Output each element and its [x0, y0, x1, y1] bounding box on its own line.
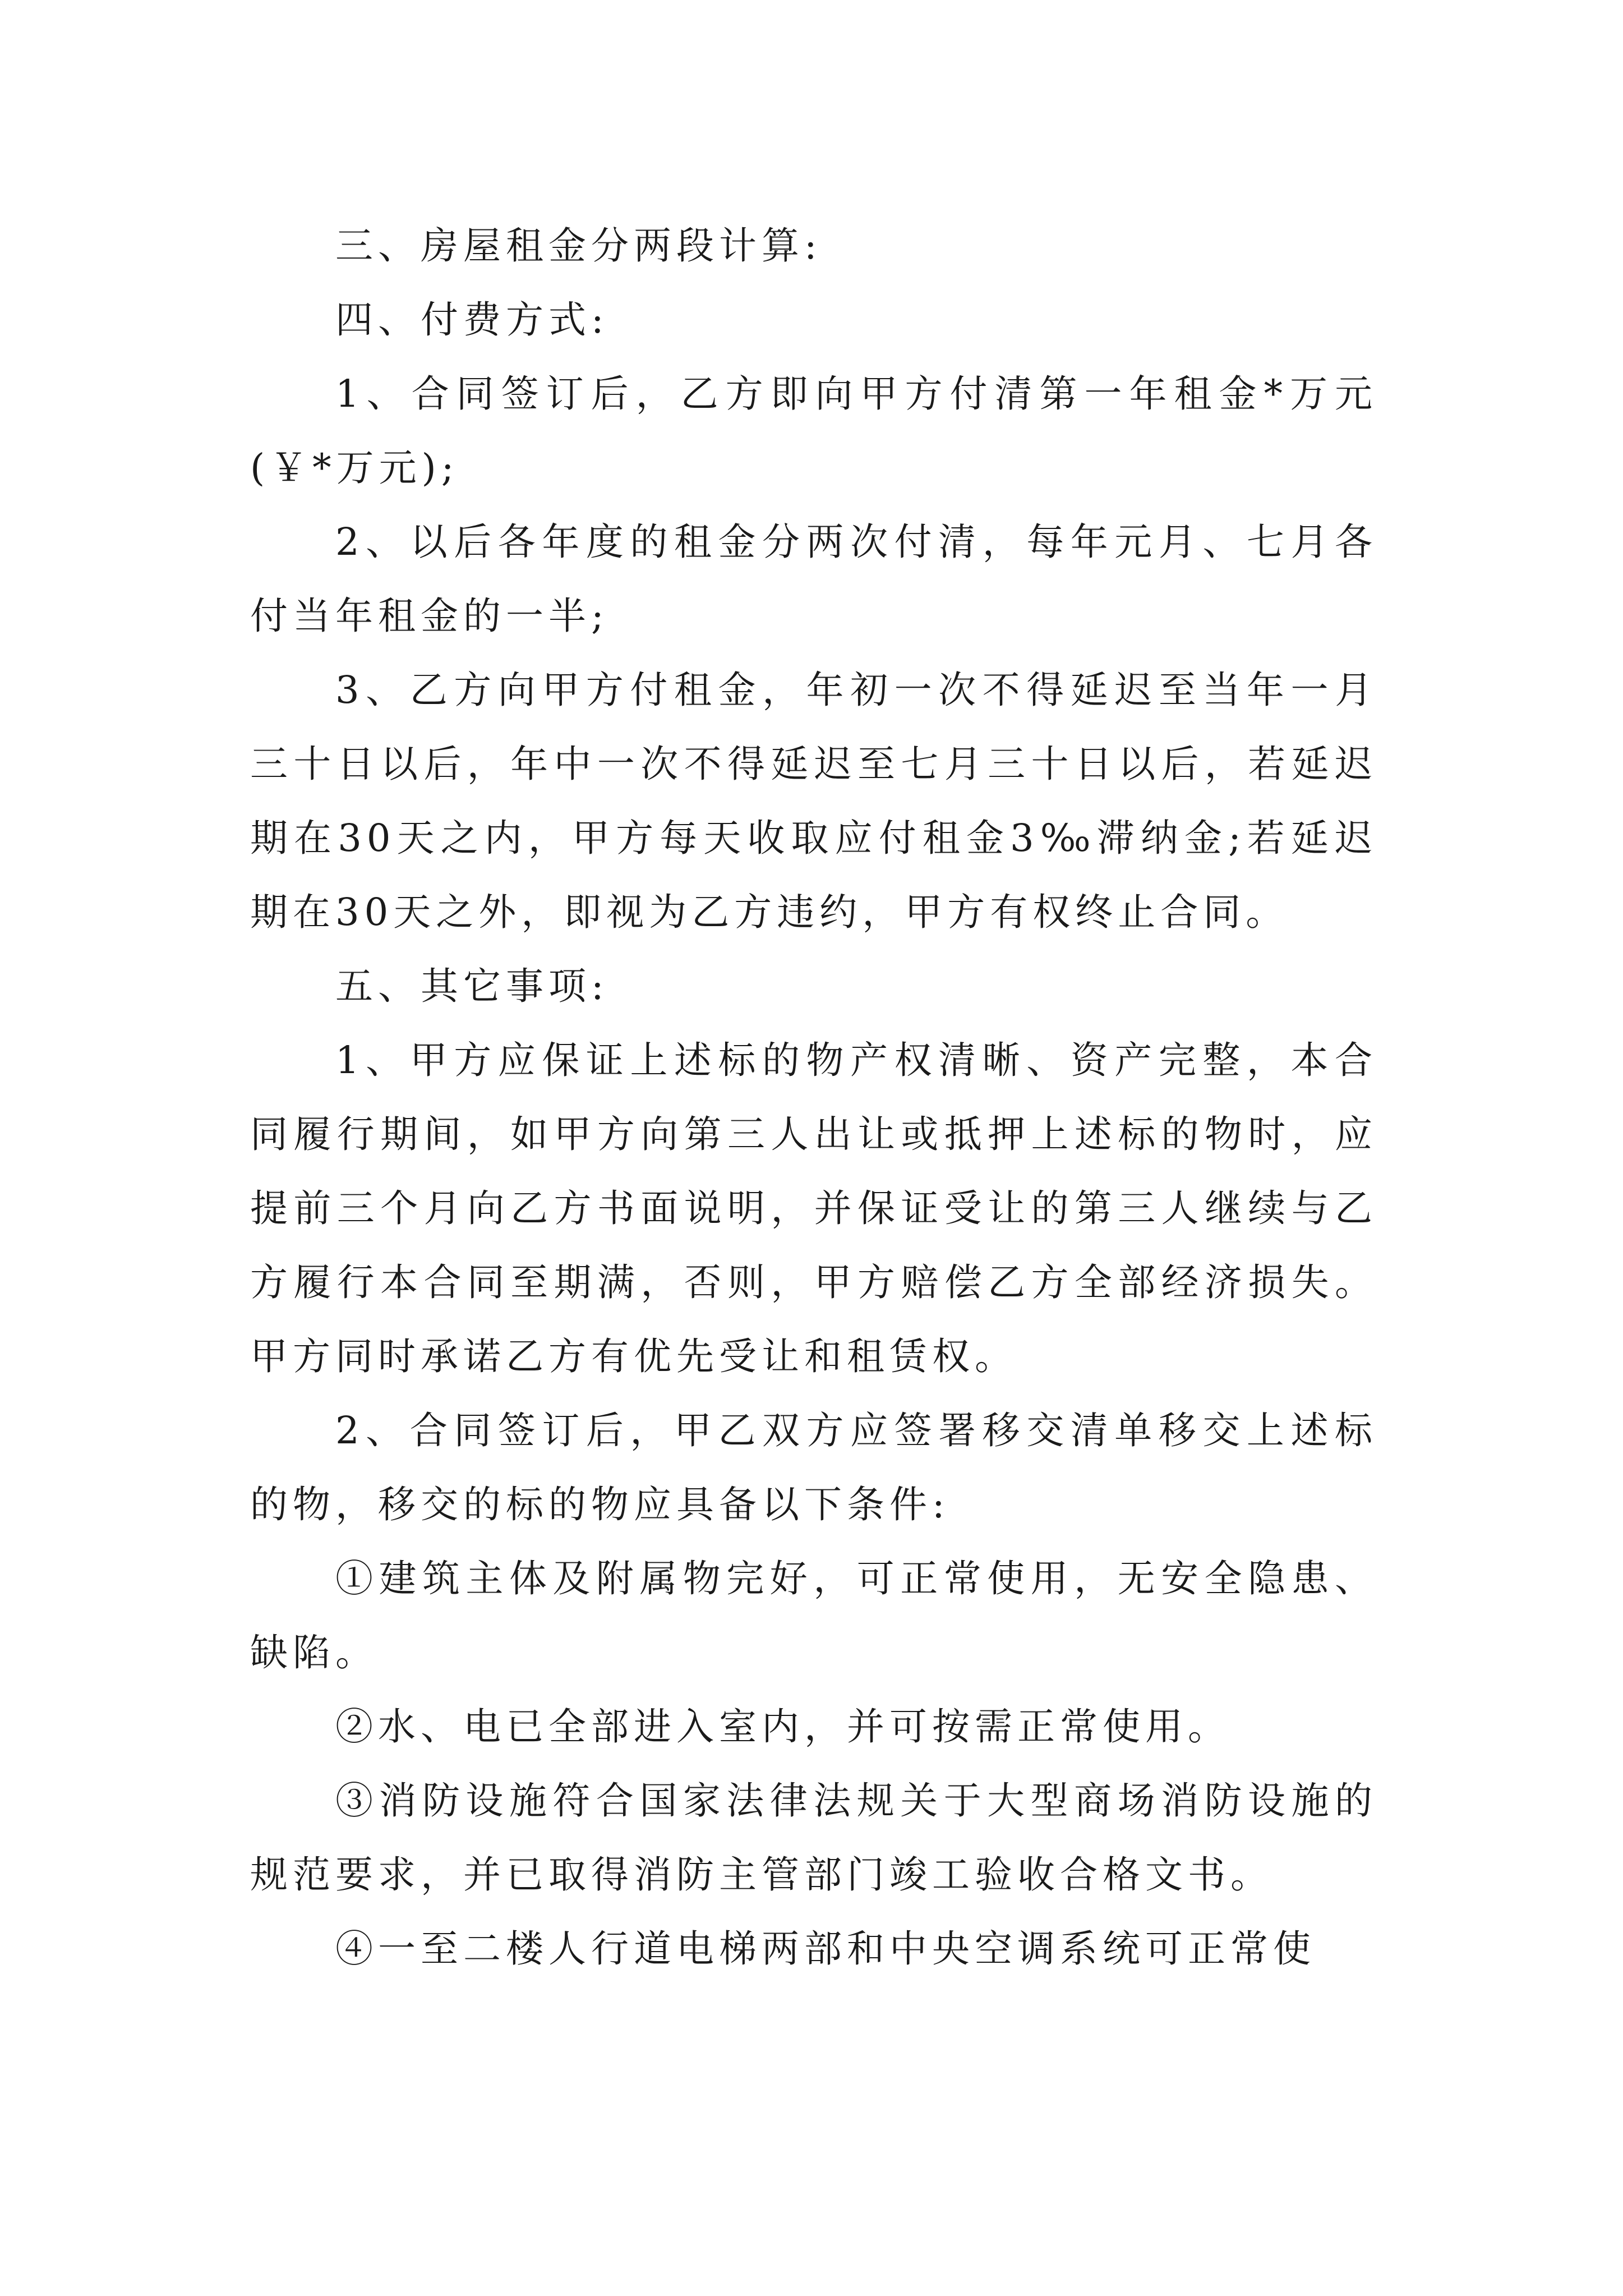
paragraph-section-3-rent: 三、房屋租金分两段计算: [335, 224, 822, 268]
document-body [250, 209, 1377, 1986]
paragraph-section-4-payment: 四、付费方式: [335, 298, 609, 342]
paragraph-condition-3: ③消防设施符合国家法律法规关于大型商场消防设施的规范要求，并已取得消防主管部门竣工验收合格文书。 [250, 1779, 1377, 1897]
paragraph-payment-item-1: 1、合同签订后，乙方即向甲方付清第一年租金*万元(￥*万元); [250, 372, 1377, 490]
paragraph-condition-2: ②水、电已全部进入室内，并可按需正常使用。 [335, 1705, 1230, 1749]
paragraph-payment-item-3: 3、乙方向甲方付租金，年初一次不得延迟至当年一月三十日以后，年中一次不得延迟至七月三十日以后，若延迟期在30天之内，甲方每天收取应付租金3‰滞纳金;若延迟期在30天之外，即视为乙方违约，甲方有权终止合同。 [250, 668, 1377, 934]
paragraph-section-5-other: 五、其它事项: [335, 964, 609, 1008]
paragraph-other-item-1: 1、甲方应保证上述标的物产权清晰、资产完整，本合同履行期间，如甲方向第三人出让或抵押上述标的物时，应提前三个月向乙方书面说明，并保证受让的第三人继续与乙方履行本合同至期满，否则，甲方赔偿乙方全部经济损失。甲方同时承诺乙方有优先受让和租赁权。 [250, 1038, 1377, 1378]
paragraph-other-item-2: 2、合同签订后，甲乙双方应签署移交清单移交上述标的物，移交的标的物应具备以下条件: [250, 1409, 1377, 1526]
paragraph-payment-item-2: 2、以后各年度的租金分两次付清，每年元月、七月各付当年租金的一半; [250, 520, 1377, 638]
paragraph-condition-4: ④一至二楼人行道电梯两部和中央空调系统可正常使 [335, 1927, 1316, 1971]
paragraph-condition-1: ①建筑主体及附属物完好，可正常使用，无安全隐患、缺陷。 [250, 1557, 1377, 1674]
